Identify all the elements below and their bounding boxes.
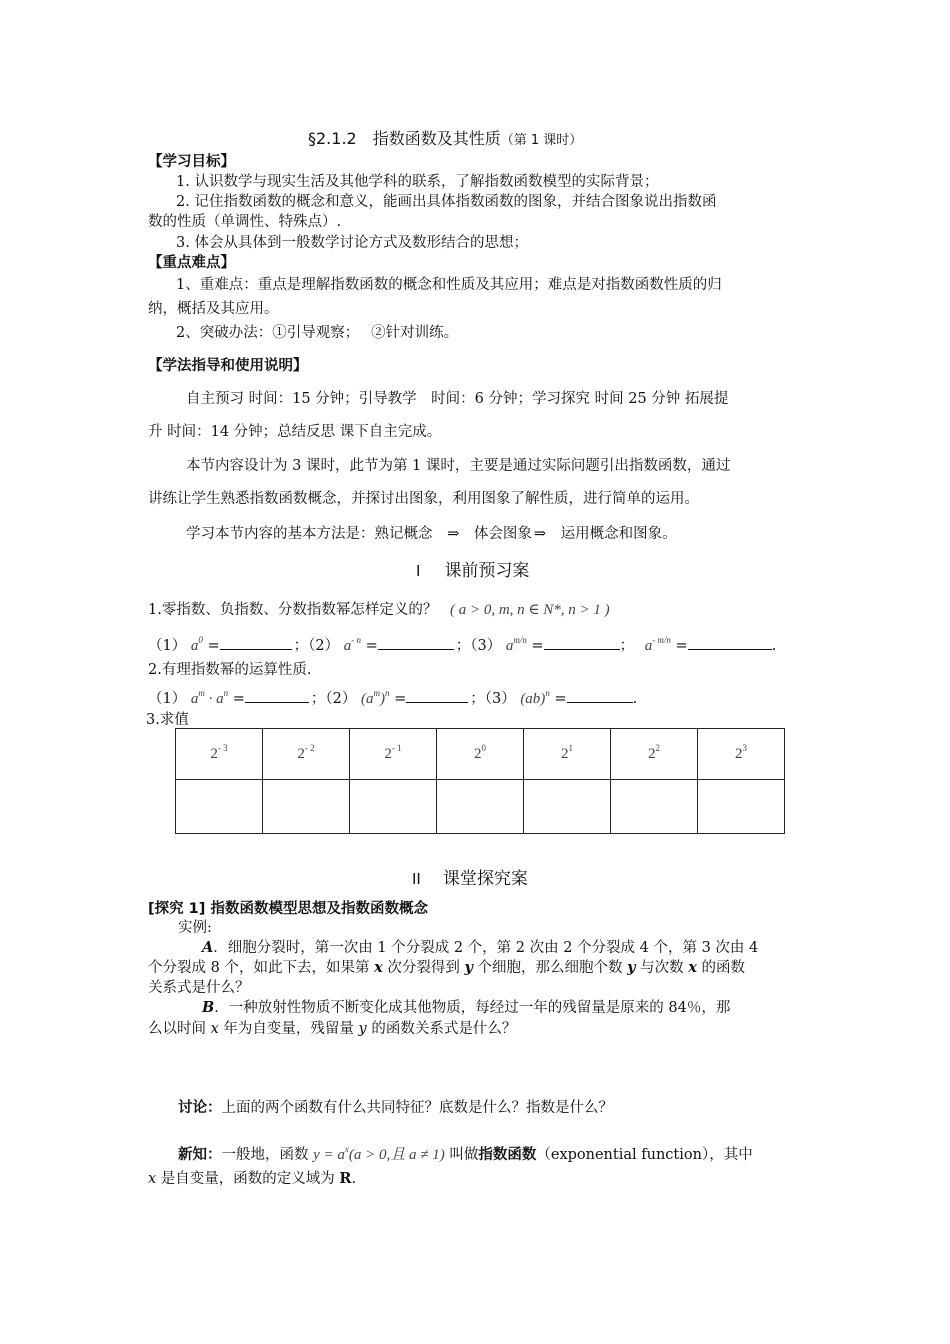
cell-exp: - 3: [217, 742, 228, 753]
equals-sign: =: [207, 638, 220, 654]
var-x: x: [148, 1171, 157, 1187]
goal-item-2b: 数的性质（单调性、特殊点）.: [148, 214, 342, 230]
table-header-cell: [263, 729, 350, 780]
q1-expr-4-exp: - m/n: [652, 635, 671, 645]
q1-expr-2-base: a: [343, 638, 352, 654]
cell-exp: 2: [655, 742, 660, 753]
var-x: x: [210, 1021, 219, 1037]
q2-blank-1[interactable]: [245, 688, 309, 703]
q2-expr-1-a: a: [190, 691, 199, 707]
cell-base: 2: [297, 745, 305, 762]
q1-expr-2-exp: - n: [351, 635, 361, 645]
q1-label-2: ；（2）: [293, 638, 340, 654]
formula-rest: (a > 0,且 a ≠ 1): [348, 1147, 445, 1163]
q2-expr-1-b-exp: n: [223, 688, 229, 698]
answer-cell[interactable]: [611, 780, 698, 834]
table-answer-row: [176, 780, 785, 834]
q2-expr-1: [190, 688, 229, 707]
newknow-l2-end: .: [351, 1171, 357, 1187]
newknow-label: 新知：: [178, 1146, 222, 1163]
q1-blank-4[interactable]: [688, 635, 772, 650]
equals-sign: =: [365, 638, 378, 654]
q1-blank-3[interactable]: [544, 635, 620, 650]
goal-item-3: 3. 体会从具体到一般数学讨论方式及数形结合的思想；: [176, 235, 528, 251]
q1-expr-3-exp: m/n: [513, 635, 527, 645]
newknow-line-2: [148, 1167, 356, 1188]
section-2-label: 课堂探究案: [442, 869, 528, 889]
section-2-num: II: [412, 870, 421, 888]
q2-expr-3-exp: n: [545, 688, 550, 698]
q1-blank-2[interactable]: [378, 635, 454, 650]
q2-expr-2-a-exp: m: [373, 688, 380, 698]
q1-label-1: （1）: [148, 638, 187, 654]
formula-sup: x: [344, 1144, 349, 1154]
q1-condition: ( a > 0, m, n ∈ N*, n > 1 ): [449, 602, 610, 618]
q2-expr-1-b: · a: [208, 691, 224, 707]
q1-line: [148, 598, 610, 619]
equals-sign: =: [675, 638, 688, 654]
example-b-label: B: [202, 999, 215, 1016]
goal-item-2a: 2. 记住指数函数的概念和意义，能画出具体指数函数的图象，并结合图象说出指数函: [176, 194, 717, 210]
section-2-title: [412, 864, 528, 889]
answer-cell[interactable]: [437, 780, 524, 834]
q2-end: .: [632, 691, 638, 707]
q1-expr-1: [190, 635, 203, 654]
newknow-term: 指数函数: [478, 1146, 537, 1163]
section-1-title: [416, 556, 529, 581]
q1-expr-2: [343, 635, 361, 654]
q1-blank-1[interactable]: [220, 635, 292, 650]
example-a-text-1: ．细胞分裂时，第一次由 1 个分裂成 2 个，第 2 次由 2 个分裂成 4 个，第 3 次由 4: [213, 940, 759, 956]
table-header-cell: [437, 729, 524, 780]
cell-base: 2: [384, 745, 392, 762]
exp-function-formula: [313, 1144, 445, 1163]
section-1-num: I: [416, 562, 421, 580]
keypoints-line-1b: 纳，概括及其应用。: [148, 301, 279, 317]
cell-exp: - 1: [391, 742, 402, 753]
guide-p3-c: 运用概念和图象。: [560, 526, 677, 542]
q2-expr-2: [360, 688, 390, 707]
section-1-label: 课前预习案: [444, 561, 530, 581]
answer-cell[interactable]: [263, 780, 350, 834]
q1-expr-3: [505, 635, 527, 654]
domain-R: R: [339, 1170, 352, 1187]
guide-p2b: 讲练让学生熟悉指数函数概念，并探讨出图象，利用图象了解性质，进行简单的运用。: [148, 491, 699, 507]
discuss-label: 讨论：: [178, 1099, 222, 1116]
q2-expr-3-a: (ab): [520, 691, 546, 707]
q2-expr-2-b: ): [379, 691, 385, 707]
var-x: x: [688, 959, 697, 976]
newknow-t3: （exponential function），其中: [536, 1147, 753, 1163]
newknow-l2-text: 是自变量，函数的定义域为: [156, 1171, 340, 1187]
answer-cell[interactable]: [176, 780, 263, 834]
keypoints-line-2: 2、突破办法：①引导观察； ②针对训练。: [176, 325, 459, 341]
equals-sign: =: [232, 691, 245, 707]
q2-expr-1-a-exp: m: [198, 688, 205, 698]
page-title: [308, 126, 582, 149]
a2-part-1: 个分裂成 8 个，如此下去，如果第: [148, 960, 375, 976]
cell-exp: 3: [742, 742, 747, 753]
q1-end: .: [771, 638, 777, 654]
newknow-line-1: [178, 1143, 753, 1164]
example-a-line-2: [148, 956, 745, 977]
q3-text: 3.求值: [146, 712, 189, 728]
arrow-icon: ⇒: [447, 526, 460, 542]
q1-blanks: [148, 634, 776, 655]
q2-blank-2[interactable]: [406, 688, 468, 703]
table-header-cell: [350, 729, 437, 780]
newknow-t2: 叫做: [449, 1147, 479, 1163]
cell-base: 2: [735, 745, 743, 762]
q2-expr-2-a: (a: [360, 691, 374, 707]
answer-cell[interactable]: [350, 780, 437, 834]
a2-part-3: 个细胞，那么细胞个数: [472, 960, 628, 976]
answer-cell[interactable]: [524, 780, 611, 834]
explore-example-label: 实例:: [178, 920, 212, 936]
example-b-line-2: [148, 1017, 516, 1038]
discuss-line: [178, 1096, 613, 1117]
b2-part-3: 的函数关系式是什么？: [366, 1021, 517, 1037]
keypoints-heading: 【重点难点】: [148, 255, 235, 271]
answer-cell[interactable]: [698, 780, 785, 834]
q2-label-3: ；（3）: [470, 691, 516, 707]
q1-text: 1.零指数、负指数、分数指数幂怎样定义的？: [148, 602, 438, 618]
q1-expr-1-base: a: [190, 638, 199, 654]
table-header-cell: [611, 729, 698, 780]
example-a-line-1: [202, 936, 758, 957]
a2-part-4: 与次数: [635, 960, 689, 976]
example-b-line-1: [202, 996, 730, 1017]
q2-label-1: （1）: [148, 691, 187, 707]
cell-base: 2: [648, 745, 656, 762]
table-header-cell: [698, 729, 785, 780]
table-header-row: [176, 729, 785, 780]
q2-blanks: [148, 687, 637, 708]
guide-p1b: 升 时间：14 分钟；总结反思 课下自主完成。: [148, 424, 442, 440]
goal-item-1: 1. 认识数学与现实生活及其他学科的联系，了解指数函数模型的实际背景；: [176, 174, 659, 190]
var-y: y: [358, 1021, 367, 1037]
q1-expr-4-base: a: [644, 638, 653, 654]
goals-heading: 【学习目标】: [148, 154, 235, 170]
table-header-cell: [524, 729, 611, 780]
newknow-t1: 一般地，函数: [221, 1147, 309, 1163]
q2-expr-2-b-exp: n: [384, 688, 390, 698]
table-header-cell: [176, 729, 263, 780]
guide-p3: [186, 522, 677, 543]
values-table: [175, 728, 785, 834]
q1-label-3: ；（3）: [455, 638, 502, 654]
var-x: x: [374, 959, 383, 976]
b2-part-2: 年为自变量，残留量: [218, 1021, 359, 1037]
cell-base: 2: [561, 745, 569, 762]
q2-label-2: ；（2）: [310, 691, 357, 707]
q1-sep: ；: [619, 638, 635, 654]
equals-sign: =: [554, 691, 567, 707]
example-a-line-3: 关系式是什么？: [148, 980, 250, 996]
cell-base: 2: [474, 745, 482, 762]
guide-p1a: 自主预习 时间：15 分钟；引导教学 时间：6 分钟；学习探究 时间 25 分钟 拓展提: [186, 391, 729, 407]
guide-p2a: 本节内容设计为 3 课时，此节为第 1 课时，主要是通过实际问题引出指数函数，通过: [186, 458, 731, 474]
q2-text: 2.有理指数幂的运算性质.: [148, 662, 312, 678]
arrow-icon: ⇒: [533, 526, 547, 542]
title-sub: （第 1 课时）: [500, 133, 583, 148]
cell-exp: 1: [568, 742, 573, 753]
var-y: y: [627, 959, 636, 976]
discuss-text: 上面的两个函数有什么共同特征？底数是什么？指数是什么？: [221, 1100, 613, 1116]
q2-blank-3[interactable]: [567, 688, 633, 703]
cell-exp: - 2: [304, 742, 315, 753]
q1-expr-4: [644, 635, 671, 654]
var-y: y: [464, 959, 473, 976]
q2-expr-3: [520, 688, 550, 707]
cell-base: 2: [210, 745, 218, 762]
a2-part-5: 的函数: [696, 960, 746, 976]
a2-part-2: 次分裂得到: [382, 960, 465, 976]
equals-sign: =: [394, 691, 407, 707]
keypoints-line-1a: 1、重难点：重点是理解指数函数的概念和性质及其应用；难点是对指数函数性质的归: [176, 277, 722, 293]
guide-heading: 【学法指导和使用说明】: [148, 358, 308, 374]
title-main: §2.1.2 指数函数及其性质: [308, 129, 501, 148]
example-a-label: A: [202, 939, 214, 956]
equals-sign: =: [531, 638, 544, 654]
q1-expr-1-exp: 0: [198, 635, 203, 645]
cell-exp: 0: [481, 742, 486, 753]
guide-p3-a: 学习本节内容的基本方法是：熟记概念: [186, 526, 433, 542]
q1-expr-3-base: a: [505, 638, 514, 654]
formula-main: y = a: [313, 1147, 345, 1163]
b2-part-1: 么以时间: [148, 1021, 211, 1037]
guide-p3-b: 体会图象: [473, 526, 532, 542]
example-b-text-1: ．一种放射性物质不断变化成其他物质，每经过一年的残留量是原来的 84％，那: [214, 1000, 731, 1016]
explore-heading: [探究 1] 指数函数模型思想及指数函数概念: [148, 901, 428, 917]
